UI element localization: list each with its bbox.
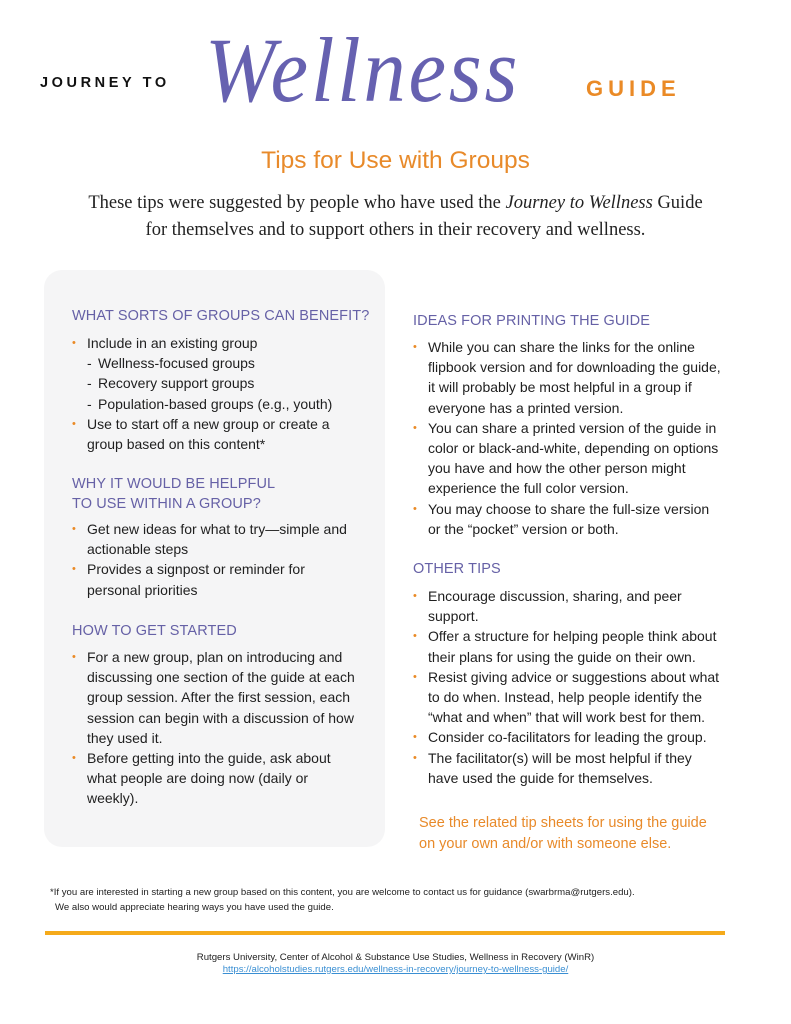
section-heading-why-helpful: WHY IT WOULD BE HELPFUL TO USE WITHIN A GROUP?: [72, 476, 276, 512]
bullet-icon: •: [72, 417, 76, 430]
guide-url-link[interactable]: https://alcoholstudies.rutgers.edu/wellness-in-recovery/journey-to-wellness-guide/: [222, 964, 569, 975]
masthead-title: Wellness: [205, 19, 521, 121]
section-heading-get-started: HOW TO GET STARTED: [72, 623, 237, 639]
list-item: • Encourage discussion, sharing, and peer support.: [413, 588, 682, 625]
list-item: • You may choose to share the full-size version or the “pocket” version or both.: [413, 500, 710, 537]
bullet-icon: •: [413, 341, 417, 353]
list-item: • Before getting into the guide, ask about what people are doing now (daily or weekly).: [72, 750, 331, 807]
footnote-line-2: We also would appreciate hearing ways you have used the guide.: [55, 902, 334, 913]
list-item: • For a new group, plan on introducing and discussing one section of the guide at each group session. After the first session, each session can begin with a discussion of how they used it.: [72, 649, 355, 746]
bullet-icon: •: [413, 421, 417, 434]
list-item: • Consider co-facilitators for leading the group.: [413, 727, 753, 747]
printing-list: [413, 337, 753, 539]
bullet-icon: •: [413, 502, 417, 515]
other-tips-list: [413, 586, 753, 788]
list-item: • Include in an existing group: [72, 333, 372, 353]
list-item: • The facilitator(s) will be most helpful if they have used the guide for themselves.: [413, 749, 692, 786]
page-title: Tips for Use with Groups: [261, 147, 530, 174]
dash-icon: -: [87, 395, 92, 412]
bullet-icon: •: [72, 752, 76, 765]
intro-text-before: These tips were suggested by people who have used the: [88, 193, 506, 213]
footnote: [50, 885, 750, 915]
list-item: • Use to start off a new group or create a group based on this content*: [72, 415, 330, 453]
list-item-sub: - Wellness-focused groups: [72, 353, 372, 373]
bullet-icon: •: [413, 731, 417, 744]
credits: [0, 952, 791, 976]
bullet-icon: •: [413, 630, 417, 643]
bullet-icon: •: [72, 563, 76, 576]
list-item: • You can share a printed version of the guide in color or black-and-white, depending on options you have and how the other person might experience the full color version.: [413, 419, 719, 497]
list-item: • Provides a signpost or reminder for personal priorities: [72, 561, 305, 598]
list-item: • Get new ideas for what to try—simple and actionable steps: [72, 521, 347, 558]
list-item: • Resist giving advice or suggestions about what to do when. Instead, help people identify the “what and when” that will work best for them.: [413, 668, 720, 726]
list-item-sub: - Population-based groups (e.g., youth): [72, 394, 372, 414]
groups-benefit-list: [72, 333, 372, 454]
dash-icon: -: [87, 375, 92, 392]
list-item: • While you can share the links for the online flipbook version and for downloading the guide, it will probably be most helpful in a group if everyone has a printed version.: [413, 339, 721, 416]
masthead-prefix: JOURNEY TO: [40, 75, 170, 91]
bullet-icon: •: [413, 670, 417, 683]
intro-guide-name: Journey to Wellness: [505, 193, 653, 213]
list-item: • Offer a structure for helping people think about their plans for using the guide on their own.: [413, 628, 717, 665]
section-heading-other-tips: OTHER TIPS: [413, 561, 501, 577]
masthead: [0, 19, 791, 130]
credits-org: Rutgers University, Center of Alcohol & Substance Use Studies, Wellness in Recovery (WinR): [196, 952, 595, 963]
why-helpful-list: [72, 519, 372, 600]
bullet-icon: •: [72, 337, 76, 349]
intro-text-line2: for themselves and to support others in their recovery and wellness.: [145, 220, 646, 240]
bullet-icon: •: [72, 651, 76, 663]
masthead-suffix: GUIDE: [586, 76, 681, 101]
intro-text: [60, 190, 731, 244]
section-heading-printing: IDEAS FOR PRINTING THE GUIDE: [413, 313, 650, 329]
get-started-list: [72, 647, 377, 809]
footer-divider: [45, 931, 725, 935]
related-tip-sheets-callout: See the related tip sheets for using the guide on your own and/or with someone else.: [419, 815, 707, 852]
footnote-line-1: *If you are interested in starting a new group based on this content, you are welcome to contact us for guidance (swarbrma@rutgers.edu).: [50, 887, 635, 898]
dash-icon: -: [87, 355, 92, 372]
intro-text-after: Guide: [652, 193, 703, 213]
bullet-icon: •: [413, 751, 417, 764]
bullet-icon: •: [72, 523, 76, 535]
bullet-icon: •: [413, 590, 417, 602]
section-heading-groups-benefit: WHAT SORTS OF GROUPS CAN BENEFIT?: [72, 308, 370, 324]
list-item-sub: - Recovery support groups: [72, 373, 372, 393]
